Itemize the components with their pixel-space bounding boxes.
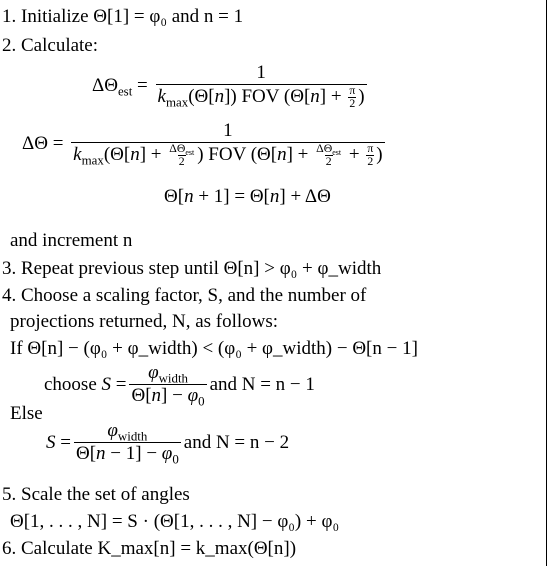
else-label: Else <box>10 403 43 424</box>
step-3: 3. Repeat previous step until Θ[n] > φ₀ + φ_width <box>2 258 382 279</box>
step-6: 6. Calculate K_max[n] = k_max(Θ[n]) <box>2 538 297 559</box>
scale-angles-equation: Θ[1, . . . , N] = S · (Θ[1, . . . , N] − φ₀) + φ₀ <box>10 511 340 532</box>
step-1: 1. Initialize Θ[1] = φ₀ and n = 1 <box>2 6 244 27</box>
equation-delta-theta-est: $\Delta\Theta_{est}$ = 1 $k_{max}(\Theta[n])$ FOV (Θ[n] + $\frac{\pi}{2}$ ) <box>92 62 365 110</box>
step-2: 2. Calculate: <box>2 35 99 56</box>
choose-scaling-equation: choose S = $\frac{\varphi_{width}}{\Theta[n] - \varphi_0}$ and N = n − 1 <box>44 362 315 409</box>
step-5: 5. Scale the set of angles <box>2 484 190 505</box>
right-border <box>546 0 547 566</box>
equation-theta-update: Θ[n + 1] = Θ[n] + ΔΘ <box>164 186 331 207</box>
step-4-if-condition: If Θ[n] − (φ₀ + φ_width) < (φ₀ + φ_width) − Θ[n − 1] <box>10 338 418 359</box>
else-scaling-equation: S = $\frac{\varphi_{width}}{\Theta[n - 1] - \varphi_0}$ and N = n − 2 <box>46 420 290 467</box>
step-4-line-2: projections returned, N, as follows: <box>10 311 279 332</box>
step-4: 4. Choose a scaling factor, S, and the number of <box>2 285 367 306</box>
equation-delta-theta: ΔΘ = 1 $k_{max}(\Theta[n]$ + $\Delta\Theta_{est}$ 2 ) FOV (Θ[n] + $\Delta\Theta_{est}$ 2 + $\frac{\pi}{2}$ ) <box>22 120 383 168</box>
increment-n-text: and increment n <box>10 230 133 251</box>
